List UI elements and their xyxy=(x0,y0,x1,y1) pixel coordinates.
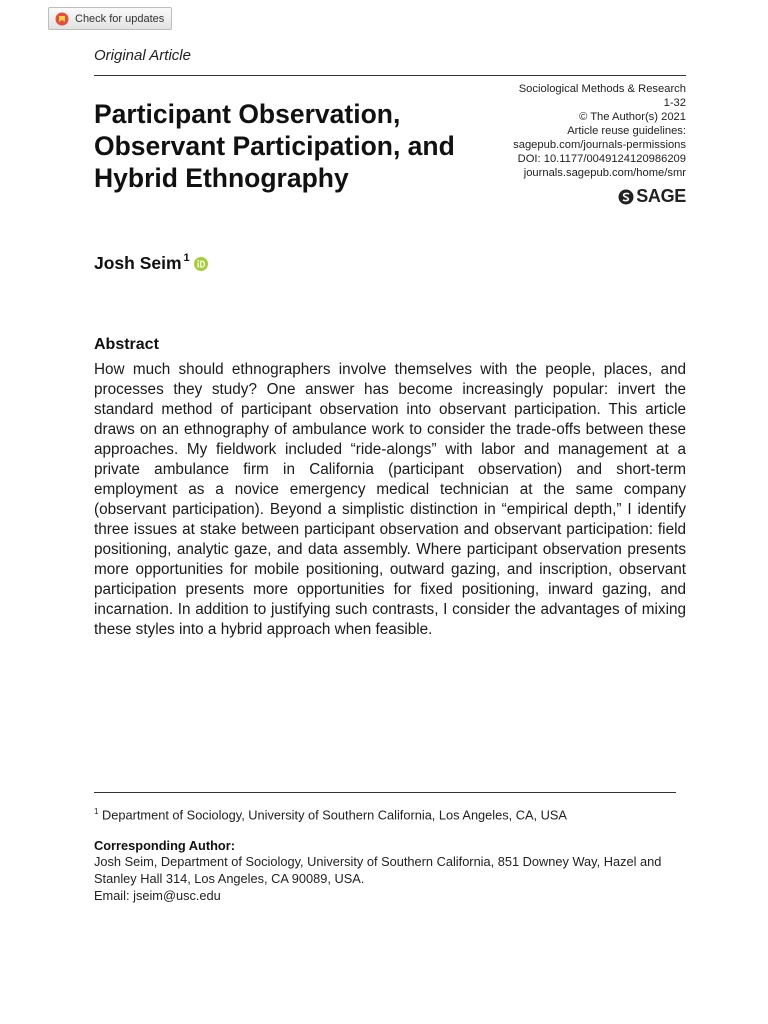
footnote-divider xyxy=(94,792,676,793)
sage-logo-icon xyxy=(618,189,634,205)
reuse-label: Article reuse guidelines: xyxy=(567,125,686,137)
check-for-updates-button[interactable] xyxy=(48,7,172,30)
journal-link[interactable]: journals.sagepub.com/home/smr xyxy=(523,167,686,179)
affiliation-footnote-mark: 1 xyxy=(94,807,99,816)
author-line xyxy=(94,253,208,274)
copyright: © The Author(s) 2021 xyxy=(579,111,686,123)
article-title: Participant Observation, Observant Participation, and Hybrid Ethnography xyxy=(94,99,455,193)
corresponding-author-heading: Corresponding Author: xyxy=(94,838,235,853)
doi[interactable]: DOI: 10.1177/0049124120986209 xyxy=(517,153,686,165)
corresponding-author-details xyxy=(94,853,690,904)
corresponding-address: Josh Seim, Department of Sociology, University of Southern California, 851 Downey Way, Hazel and Stanley Hall 314, Los Angeles, CA 90089, USA. xyxy=(94,854,662,886)
abstract-heading: Abstract xyxy=(94,336,159,353)
affiliation-mark: 1 xyxy=(183,252,190,264)
sage-logo xyxy=(618,186,686,207)
page-range: 1-32 xyxy=(663,97,686,109)
orcid-icon[interactable] xyxy=(194,257,208,271)
sage-logo-text: SAGE xyxy=(636,186,686,206)
journal-meta xyxy=(446,82,686,180)
header-divider xyxy=(94,75,686,76)
article-type: Original Article xyxy=(94,47,191,64)
reuse-link[interactable]: sagepub.com/journals-permissions xyxy=(513,139,686,151)
journal-name: Sociological Methods & Research xyxy=(518,83,686,95)
check-for-updates-label: Check for updates xyxy=(75,12,165,25)
affiliation-text: Department of Sociology, University of Southern California, Los Angeles, CA, USA xyxy=(102,807,567,823)
corresponding-email[interactable]: Email: jseim@usc.edu xyxy=(94,888,221,903)
abstract-text: How much should ethnographers involve themselves with the people, places, and processes they study? One answer has become increasingly popular: invert the standard method of participant observation into observant participation. This article draws on an ethnography of ambulance work to consider the trade-offs between these approaches. My fieldwork included “ride-alongs” with labor and management at a private ambulance firm in California (participant observation) and short-term employment as a novice emergency medical technician at the same company (observant participation). Beyond a simplistic distinction in “empirical depth,” I identify three issues at stake between participant observation and observant participation: field positioning, analytic gaze, and data assembly. Where participant observation presents more opportunities for mobile positioning, outward gazing, and inscription, observant participation presents more opportunities for fixed positioning, inward gazing, and incarnation. In addition to justifying such contrasts, I consider the advantages of mixing these styles into a hybrid approach when feasible. xyxy=(94,361,686,638)
author-name[interactable]: Josh Seim xyxy=(94,253,182,273)
check-for-updates-icon xyxy=(55,12,69,26)
affiliation-note xyxy=(94,804,686,823)
